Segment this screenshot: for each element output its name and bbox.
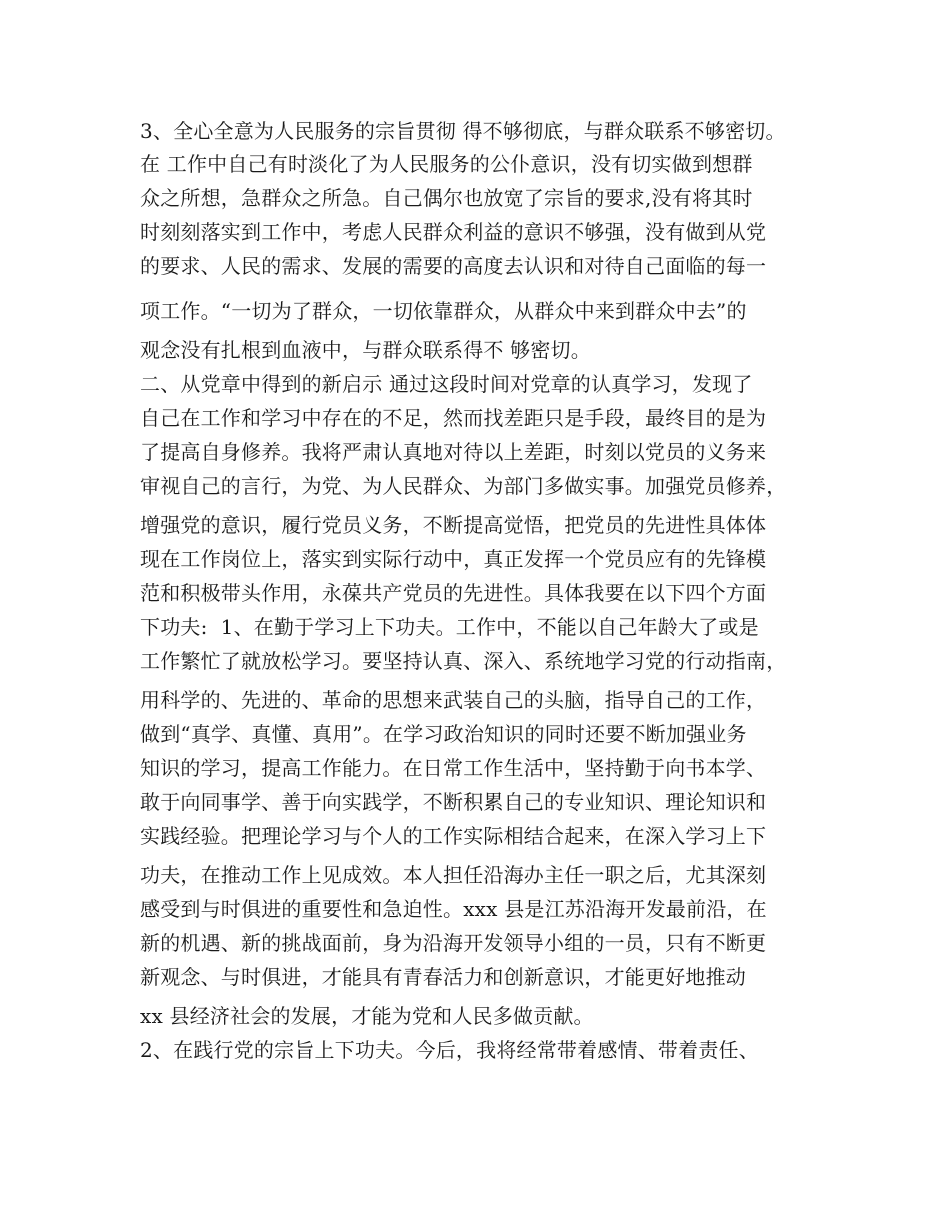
- text-line: 2、在践行党的宗旨上下功夫。今后，我将经常带着感情、带着责任、: [140, 1038, 759, 1062]
- text-line: 观念没有扎根到血液中，与群众联系得不 够密切。: [140, 338, 591, 362]
- text-line: xx 县经济社会的发展，才能为党和人民多做贡献。: [140, 1004, 594, 1028]
- text-line: 功夫，在推动工作上见成效。本人担任沿海办主任一职之后，尤其深刻: [140, 863, 767, 887]
- text-line: 3、全心全意为人民服务的宗旨贯彻 得不够彻底，与群众联系不够密切。: [140, 119, 786, 143]
- text-line: 下功夫: 1、在勤于学习上下功夫。工作中，不能以自己年龄大了或是: [140, 615, 759, 639]
- text-line: 众之所想，急群众之所急。自己偶尔也放宽了宗旨的要求,没有将其时: [140, 186, 753, 210]
- text-line: 审视自己的言行，为党、为人民群众、为部门多做实事。加强党员修养，: [140, 474, 787, 498]
- text-line: 范和积极带头作用，永葆共产党员的先进性。具体我要在以下四个方面: [140, 581, 767, 605]
- text-line: 敢于向同事学、善于向实践学，不断积累自己的专业知识、理论知识和: [140, 790, 767, 814]
- text-line: 现在工作岗位上，落实到实际行动中，真正发挥一个党员应有的先锋模: [140, 547, 767, 571]
- text-line: 时刻刻落实到工作中，考虑人民群众利益的意识不够强，没有做到从党: [140, 220, 767, 244]
- text-line: 增强党的意识，履行党员义务，不断提高觉悟，把党员的先进性具体体: [140, 513, 767, 537]
- text-line: 新观念、与时俱进，才能具有青春活力和创新意识，才能更好地推动: [140, 965, 746, 989]
- text-line: 实践经验。把理论学习与个人的工作实际相结合起来，在深入学习上下: [140, 824, 767, 848]
- text-line: 用科学的、先进的、革命的思想来武装自己的头脑，指导自己的工作，: [140, 688, 767, 712]
- text-line: 二、从党章中得到的新启示 通过这段时间对党章的认真学习，发现了: [140, 372, 753, 396]
- text-line: 的要求、人民的需求、发展的需要的高度去认识和对待自己面临的每一: [140, 254, 767, 278]
- text-line: 知识的学习，提高工作能力。在日常工作生活中，坚持勤于向书本学、: [140, 756, 767, 780]
- text-line: 自己在工作和学习中存在的不足，然而找差距只是手段，最终目的是为: [140, 406, 767, 430]
- text-line: 感受到与时俱进的重要性和急迫性。xxx 县是江苏沿海开发最前沿，在: [140, 897, 767, 921]
- text-line: 项工作。“一切为了群众，一切依靠群众，从群众中来到群众中去”的: [140, 299, 747, 323]
- text-line: 了提高自身修养。我将严肃认真地对待以上差距，时刻以党员的义务来: [140, 440, 767, 464]
- text-line: 新的机遇、新的挑战面前，身为沿海开发领导小组的一员，只有不断更: [140, 931, 767, 955]
- text-line: 做到“真学、真懂、真用”。在学习政治知识的同时还要不断加强业务: [140, 722, 747, 746]
- text-line: 工作繁忙了就放松学习。要坚持认真、深入、系统地学习党的行动指南，: [140, 649, 787, 673]
- text-line: 在 工作中自己有时淡化了为人民服务的公仆意识，没有切实做到想群: [140, 152, 753, 176]
